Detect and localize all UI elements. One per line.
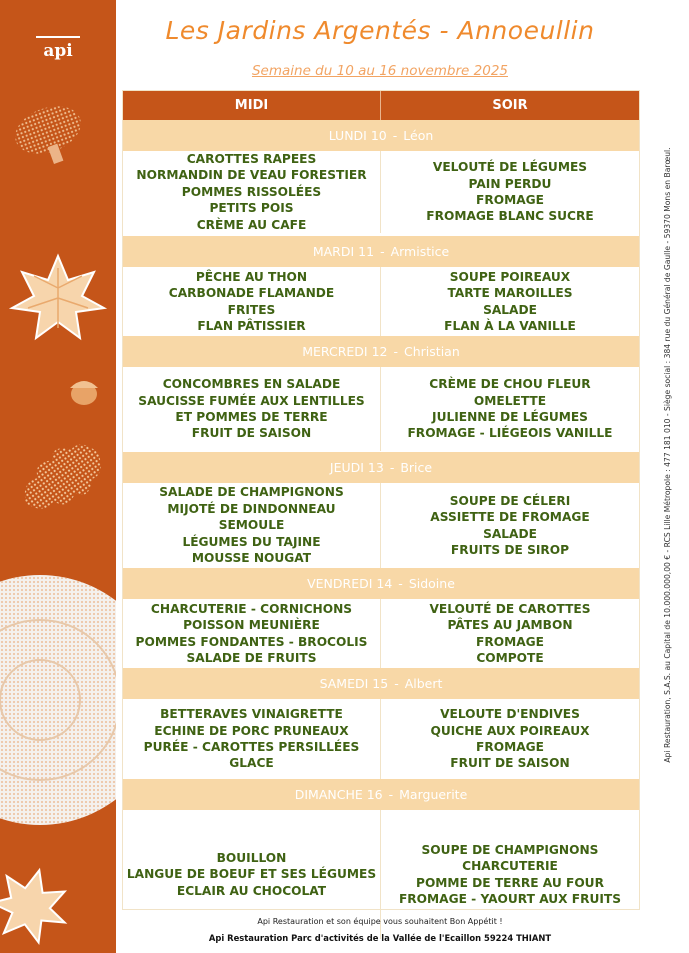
day-saint: Léon	[403, 128, 434, 143]
maple-leaf-icon	[0, 860, 76, 947]
dish-item: JULIENNE DE LÉGUMES	[432, 410, 588, 424]
dish-item: MOUSSE NOUGAT	[191, 551, 312, 566]
dish-item: VELOUTÉ DE CAROTTES	[429, 601, 591, 616]
day-separator: -	[388, 787, 394, 802]
day-bar	[123, 568, 639, 599]
day-saint: Marguerite	[399, 787, 468, 802]
dish-item: MIJOTÉ DE DINDONNEAU	[167, 501, 336, 516]
autumn-leaves-illustration	[0, 0, 116, 953]
dish-item: CONCOMBRES EN SALADE	[162, 377, 341, 392]
dish-item: SALADE DE CHAMPIGNONS	[159, 485, 344, 500]
dish-item: POMMES FONDANTES - BROCOLIS	[135, 634, 368, 649]
dish-item: FROMAGE BLANC SUCRE	[426, 209, 594, 224]
dish-item: POISSON MEUNIÈRE	[183, 618, 320, 633]
day-separator: -	[394, 676, 399, 691]
dish-item: PÊCHE AU THON	[195, 269, 308, 284]
page-title: Les Jardins Argentés - Annoeullin	[165, 16, 595, 45]
menu-cell-soir	[381, 367, 639, 451]
dish-item: NORMANDIN DE VEAU FORESTIER	[136, 168, 367, 183]
maple-leaf-icon	[12, 256, 104, 338]
menu-table	[122, 90, 640, 910]
dish-item: VELOUTE D'ENDIVES	[440, 707, 580, 722]
day-bar	[123, 452, 639, 483]
day-saint: Sidoine	[408, 576, 455, 591]
day-name: DIMANCHE 16	[294, 787, 383, 802]
day-saint: Brice	[400, 460, 433, 475]
menu-cell-midi	[123, 699, 381, 779]
dish-item: SALADE	[483, 302, 537, 317]
day-name: JEUDI 13	[329, 460, 384, 475]
day-name: SAMEDI 15	[319, 676, 389, 691]
dish-item: POMME DE TERRE AU FOUR	[416, 875, 604, 890]
dish-item: ECLAIR AU CHOCOLAT	[176, 883, 327, 898]
dish-item: BOUILLON	[216, 850, 287, 865]
dish-item: PURÉE - CAROTTES PERSILLÉES	[143, 740, 360, 754]
dish-item: SOUPE POIREAUX	[449, 269, 571, 284]
day-bar	[123, 336, 639, 367]
menu-cell-midi	[123, 151, 381, 233]
menu-cell-soir	[381, 599, 639, 668]
footer-wish: Api Restauration et son équipe vous souhaitent Bon Appétit !	[257, 917, 503, 926]
day-name: MERCREDI 12	[302, 344, 388, 359]
dish-item: PAIN PERDU	[468, 176, 552, 191]
column-header-midi: MIDI	[123, 91, 381, 120]
dish-item: CHARCUTERIE	[462, 859, 558, 874]
dish-item: ASSIETTE DE FROMAGE	[430, 510, 590, 525]
dish-item: LANGUE DE BOEUF ET SES LÉGUMES	[126, 867, 377, 882]
plate-illustration	[0, 575, 116, 825]
day-bar	[123, 668, 639, 699]
dish-item: QUICHE AUX POIREAUX	[430, 723, 590, 738]
day-separator: -	[393, 344, 399, 359]
dish-item: CRÈME AU CAFE	[196, 217, 307, 232]
menu-cell-midi	[123, 483, 381, 568]
dish-item: FLAN À LA VANILLE	[444, 318, 576, 333]
dish-item: SEMOULE	[218, 518, 285, 533]
leaf-icon	[9, 98, 92, 174]
dish-item: POMMES RISSOLÉES	[181, 184, 322, 199]
dish-item: CHARCUTERIE - CORNICHONS	[150, 601, 353, 616]
day-name: LUNDI 10	[328, 128, 387, 143]
footer-address: Api Restauration Parc d'activités de la Vallée de l'Ecaillon 59224 THIANT	[208, 933, 552, 943]
dish-item: FRITES	[227, 302, 276, 317]
dish-item: SAUCISSE FUMÉE AUX LENTILLES	[138, 393, 365, 408]
dish-item: FROMAGE - LIÉGEOIS VANILLE	[407, 426, 613, 441]
dish-item: FROMAGE	[476, 193, 544, 207]
day-separator: -	[392, 128, 398, 143]
dish-item: SALADE DE FRUITS	[186, 650, 317, 665]
menu-cell-soir	[381, 151, 639, 233]
dish-item: VELOUTÉ DE LÉGUMES	[432, 160, 588, 175]
menu-cell-soir	[381, 699, 639, 779]
day-separator: -	[398, 576, 403, 591]
dish-item: FLAN PÂTISSIER	[197, 318, 306, 333]
day-saint: Albert	[404, 676, 443, 691]
menu-header-row	[123, 91, 639, 120]
dish-item: LÉGUMES DU TAJINE	[182, 534, 321, 549]
day-name: VENDREDI 14	[307, 576, 393, 591]
dish-item: FROMAGE	[476, 634, 544, 649]
dish-item: SOUPE DE CÉLERI	[449, 493, 571, 508]
acorn-icon	[70, 381, 98, 405]
dish-item: FROMAGE	[476, 740, 544, 754]
dish-item: PETITS POIS	[209, 201, 294, 216]
day-name: MARDI 11	[312, 244, 375, 259]
dish-item: FROMAGE - YAOURT AUX FRUITS	[398, 891, 622, 906]
dish-item: CARBONADE FLAMANDE	[168, 286, 335, 301]
day-bar	[123, 779, 639, 810]
dish-item: COMPOTE	[476, 650, 544, 665]
menu-cell-soir	[381, 267, 639, 336]
day-bar	[123, 236, 639, 267]
day-saint: Christian	[404, 344, 460, 359]
dish-item: ET POMMES DE TERRE	[175, 410, 328, 424]
api-logo: api	[36, 36, 80, 68]
dish-item: CAROTTES RAPEES	[186, 151, 317, 166]
dish-item: CRÈME DE CHOU FLEUR	[429, 377, 591, 392]
dish-item: GLACE	[229, 756, 274, 771]
menu-cell-midi	[123, 599, 381, 668]
legal-notice-text: Api Restauration, S.A.S. au Capital de 10.000.000,00 € - RCS Lille Métropole : 477 181 010 - Siège social : 384 rue du Général de Gaulle - 59370 Mons en Barœul.	[663, 147, 672, 763]
column-header-soir: SOIR	[492, 98, 528, 113]
oak-leaf-icon	[11, 431, 114, 525]
dish-item: FRUITS DE SIROP	[450, 542, 570, 557]
legal-notice	[663, 90, 675, 820]
day-separator: -	[389, 460, 395, 475]
dish-item: FRUIT DE SAISON	[450, 756, 570, 771]
menu-cell-midi	[123, 267, 381, 336]
dish-item: FRUIT DE SAISON	[191, 426, 312, 441]
decorative-side-band	[0, 0, 116, 953]
dish-item: ECHINE DE PORC PRUNEAUX	[154, 723, 349, 738]
dish-item: PÂTES AU JAMBON	[447, 618, 573, 633]
day-saint: Armistice	[390, 244, 450, 259]
day-separator: -	[380, 244, 385, 259]
dish-item: BETTERAVES VINAIGRETTE	[160, 707, 343, 722]
week-subtitle: Semaine du 10 au 16 novembre 2025	[251, 63, 508, 79]
menu-cell-midi	[123, 367, 381, 451]
dish-item: OMELETTE	[473, 393, 547, 408]
dish-item: TARTE MAROILLES	[447, 286, 573, 301]
menu-cell-soir	[381, 483, 639, 568]
day-bar	[123, 120, 639, 151]
dish-item: SALADE	[483, 526, 537, 541]
dish-item: SOUPE DE CHAMPIGNONS	[421, 842, 599, 857]
